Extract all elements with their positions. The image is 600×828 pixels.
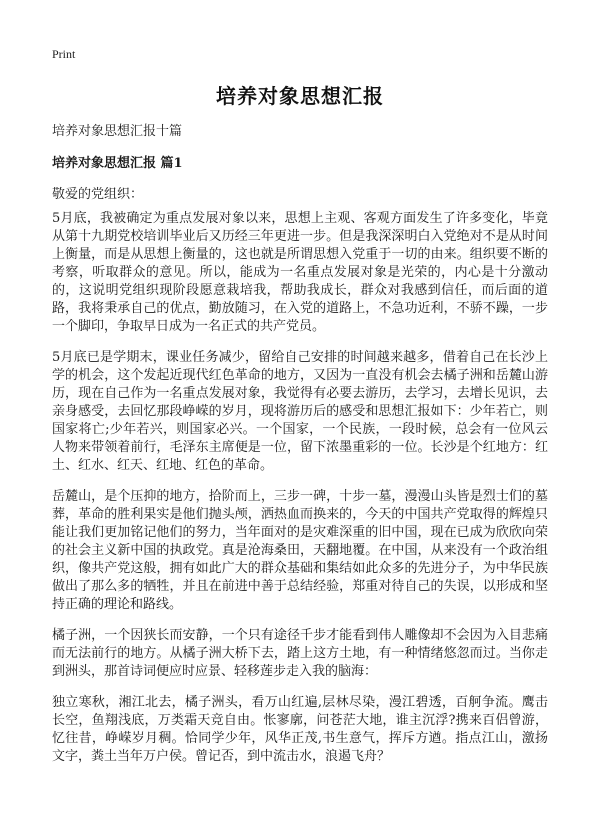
document-subtitle: 培养对象思想汇报十篇 <box>52 124 183 139</box>
document-title: 培养对象思想汇报 <box>216 84 384 108</box>
paragraph-3: 岳麓山，是个压抑的地方，拾阶而上，三步一碑，十步一墓，漫漫山头皆是烈士们的墓葬，革命的胜利果实是他们抛头颅，洒热血而换来的，今天的中国共产党取得的辉煌只能让我们更加铭记他们的努力，当年面对的是灾难深重的旧中国，现在已成为欣欣向荣的社会主义新中国的执政党。真是沧海桑田，天翻地覆。在中国，从来没有一个政治组织，像共产党这般，拥有如此广大的群众基础和集结如此众多的先进分子，为中华民族做出了那么多的牺牲，并且在前进中善于总结经验，郑重对待自己的失误，以形成和坚持正确的理论和路线。 <box>52 489 548 612</box>
paragraph-4: 橘子洲，一个因狭长而安静，一个只有途径千步才能看到伟人雕像却不会因为入目悲痛而无法前行的地方。从橘子洲大桥下去，踏上这方土地，有一种情绪悠忽而过。当你走到洲头，那首诗词便应时应景、轻移莲步走入我的脑海： <box>52 628 548 679</box>
paragraph-2: 5月底已是学期末，课业任务减少，留给自己安排的时间越来越多，借着自己在长沙上学的机会，这个发起近现代红色革命的地方，又因为一直没有机会去橘子洲和岳麓山游历，现在自己作为一名重点发展对象，我觉得有必要去游历，去学习，去增长见识，去亲身感受，去回忆那段峥嵘的岁月，现将游历后的感受和思想汇报如下：少年若亡，则国家将亡;少年若兴，则国家必兴。一个国家，一个民族，一段时候，总会有一位风云人物来带领着前行，毛泽东主席便是一位，留下浓墨重彩的一位。长沙是个红地方：红土、红水、红天、红地、红色的革命。 <box>52 350 548 473</box>
paragraph-5: 独立寒秋，湘江北去，橘子洲头，看万山红遍,层林尽染，漫江碧透，百舸争流。鹰击长空，鱼翔浅底，万类霜天竞自由。怅寥廓，问苍茫大地，谁主沉浮?携来百侣曾游，忆往昔，峥嵘岁月稠。恰同学少年，风华正茂,书生意气，挥斥方遒。指点江山，激扬文字，粪土当年万户侯。曾记否，到中流击水，浪遏飞舟？ <box>52 695 548 764</box>
paragraph-1: 5月底，我被确定为重点发展对象以来，思想上主观、客观方面发生了许多变化，毕竟从第十九期党校培训毕业后又历经三年更进一步。但是我深深明白入党绝对不是从时间上衡量，而是从思想上衡量的，这也就是所谓思想入党重于一切的由来。组织要不断的考察，听取群众的意见。所以，能成为一名重点发展对象是光荣的，内心是十分激动的，这说明党组织现阶段愿意栽培我，帮助我成长，群众对我感到信任，而后面的道路，我将秉承自己的优点，勤放随习，在入党的道路上，不急功近利，不骄不躁，一步一个脚印，争取早日成为一名正式的共产党员。 <box>52 211 548 334</box>
document-body <box>52 210 548 779</box>
print-link[interactable]: Print <box>52 47 76 61</box>
greeting: 敬爱的党组织： <box>52 187 144 202</box>
section-heading: 培养对象思想汇报 篇1 <box>52 156 183 171</box>
